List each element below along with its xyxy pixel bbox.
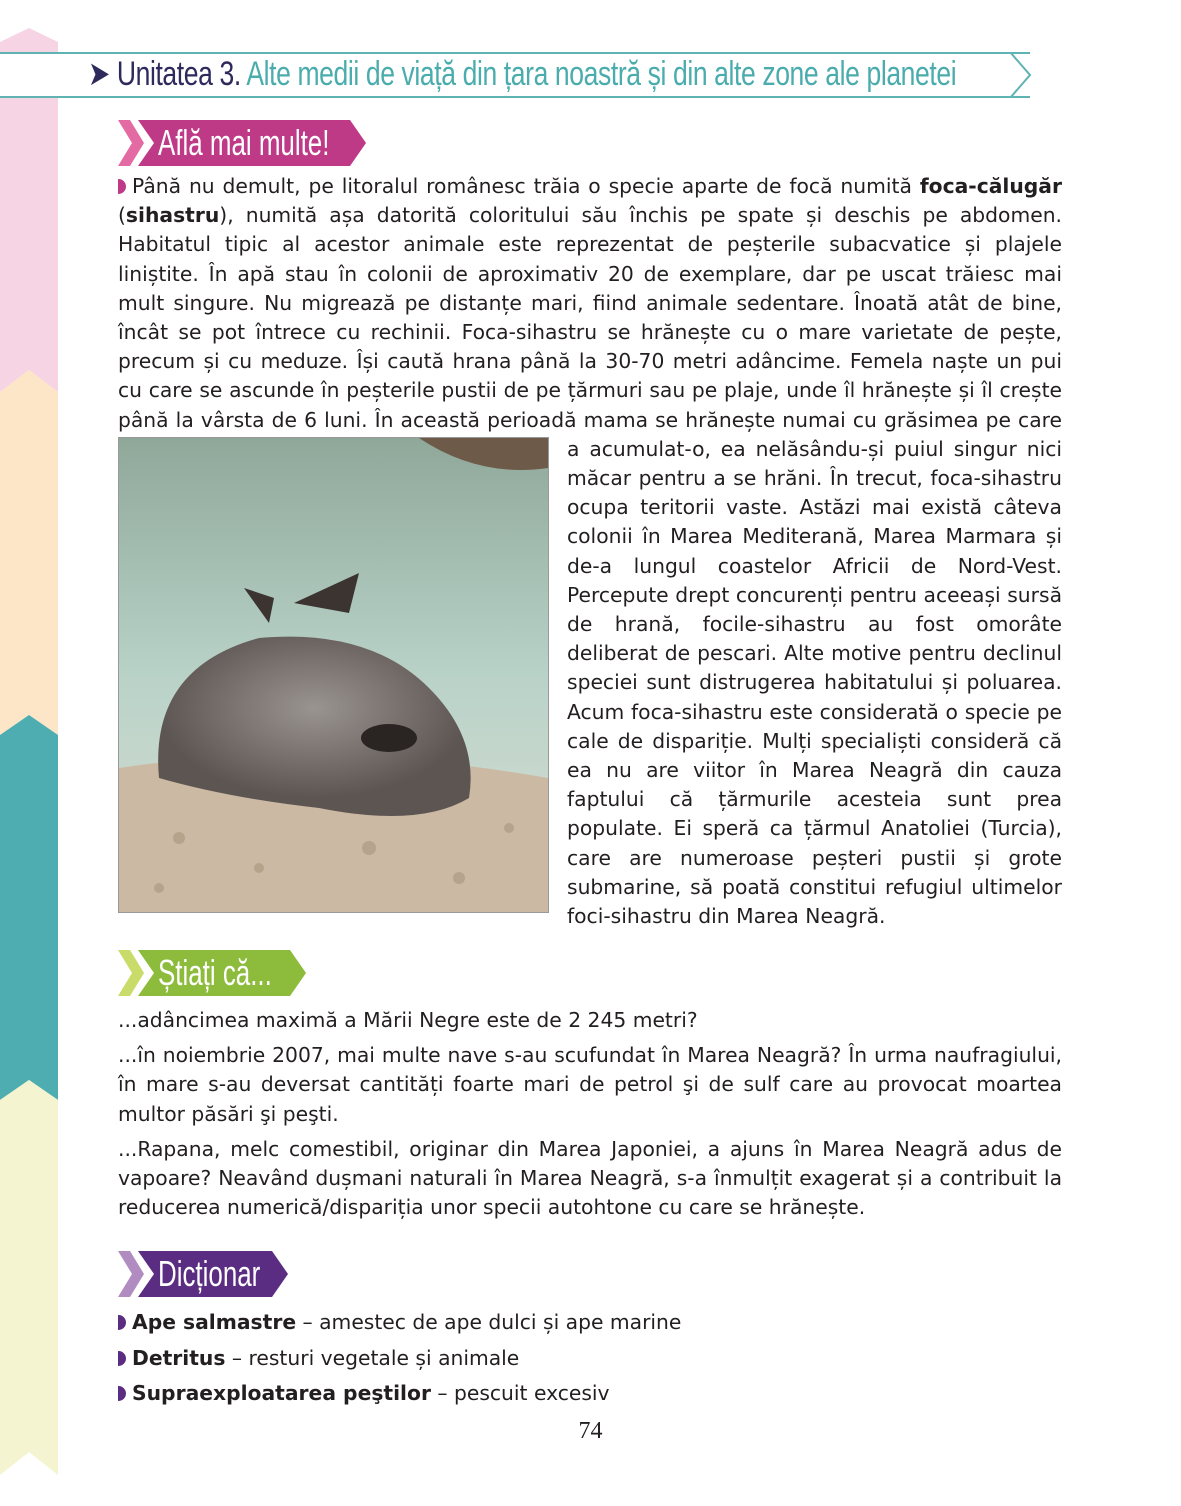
section-badge-stiati: Știați că... — [118, 950, 308, 996]
unit-title: ➤ Unitatea 3. Alte medii de viață din țara noastră și din alte zone ale planetei — [88, 55, 957, 93]
stiati-list — [118, 1006, 1062, 1228]
fact-item: ...în noiembrie 2007, mai multe nave s-au scufundat în Marea Neagră? În urma naufragiului, în mare s-au deversat cantități foarte mari de petrol şi de sulf care au provocat moartea multor păsări şi peşti. — [118, 1043, 1062, 1126]
fact-item: ...Rapana, melc comestibil, originar din Marea Japoniei, a ajuns în Marea Neagră adus de vapoare? Neavând dușmani naturali în Marea Neagră, s-a înmulțit exagerat și a contribuit la reducerea numerică/dispariția unor specii autohtone cu care se hrănește. — [118, 1136, 1062, 1220]
monk-seal-photo — [118, 437, 549, 913]
fact-item: ...adâncimea maximă a Mării Negre este de 2 245 metri? — [118, 1008, 698, 1032]
header-arrow-end — [1010, 52, 1032, 98]
bullet-icon — [118, 179, 126, 194]
afla-paragraph: Până nu demult, pe litoralul românesc trăia o specie aparte de focă numită foca-călugăr (sihastru), numită așa datorită coloritului său închis pe spate și deschis pe abdomen. Habitatul tipic al acestor animale este reprezentat de peșterile subacvatice și plajele liniștite. În apă stau în colonii de aproximativ 20 de exemplare, dar pe uscat trăiesc mai mult singure. Nu migrează pe distanțe mari, fiind animale sedentare. Înoată atât de bine, încât se pot întrece cu rechinii. Foca-sihastru se hrănește cu o mare varietate de pește, precum și cu meduze. Își caută hrana până la 30-70 metri adâncime. Femela naște un pui cu care se ascunde în peșterile pustii de pe țărmuri sau pe plaje, unde îl hrănește și îl crește până la vârsta de 6 luni. În această perioadă mama se hrănește numai cu grăsimea pe care a acumulat-o, ea nelăsându-și puiul singur nici măcar pentru a se hrăni. În trecut, foca-sihastru ocupa teritorii vaste. Astăzi mai există câteva colonii în Marea Mediterană, Marea Marmara și de-a lungul coastelor Africii de Nord-Vest. Percepute drept concurenți pentru aceeași sursă de hrană, focile-sihastru au fost omorâte deliberat de pescari. Alte motive pentru declinul speciei sunt distrugerea habitatului și poluarea. Acum foca-sihastru este considerată o specie pe cale de dispariție. Mulți specialiști consideră că ea nu are viitor în Marea Neagră din cauza faptului că țărmurile acesteia sunt prea populate. Ei speră ca țărmul Anatoliei (Turcia), care are numeroase peșteri pustii și grote submarine, să poată constitui refugiul ultimelor foci-sihastru din Marea Neagră. — [118, 174, 1062, 929]
dictionary-item: Supraexploatarea peştilor – pescuit excesiv — [118, 1376, 1062, 1412]
dictionary-list — [118, 1305, 1062, 1412]
dictionary-item: Ape salmastre – amestec de ape dulci și ape marine — [118, 1305, 1062, 1341]
section-badge-afla: Află mai multe! — [118, 120, 368, 166]
dictionary-item: Detritus – resturi vegetale și animale — [118, 1341, 1062, 1377]
bullet-icon — [118, 1351, 126, 1366]
bullet-icon — [118, 1386, 126, 1401]
bullet-icon — [118, 1315, 126, 1330]
page-number: 74 — [578, 1418, 603, 1444]
arrow-icon: ➤ — [88, 55, 110, 93]
side-ribbon — [0, 0, 58, 1506]
section-badge-dictionar: Dicționar — [118, 1251, 290, 1297]
